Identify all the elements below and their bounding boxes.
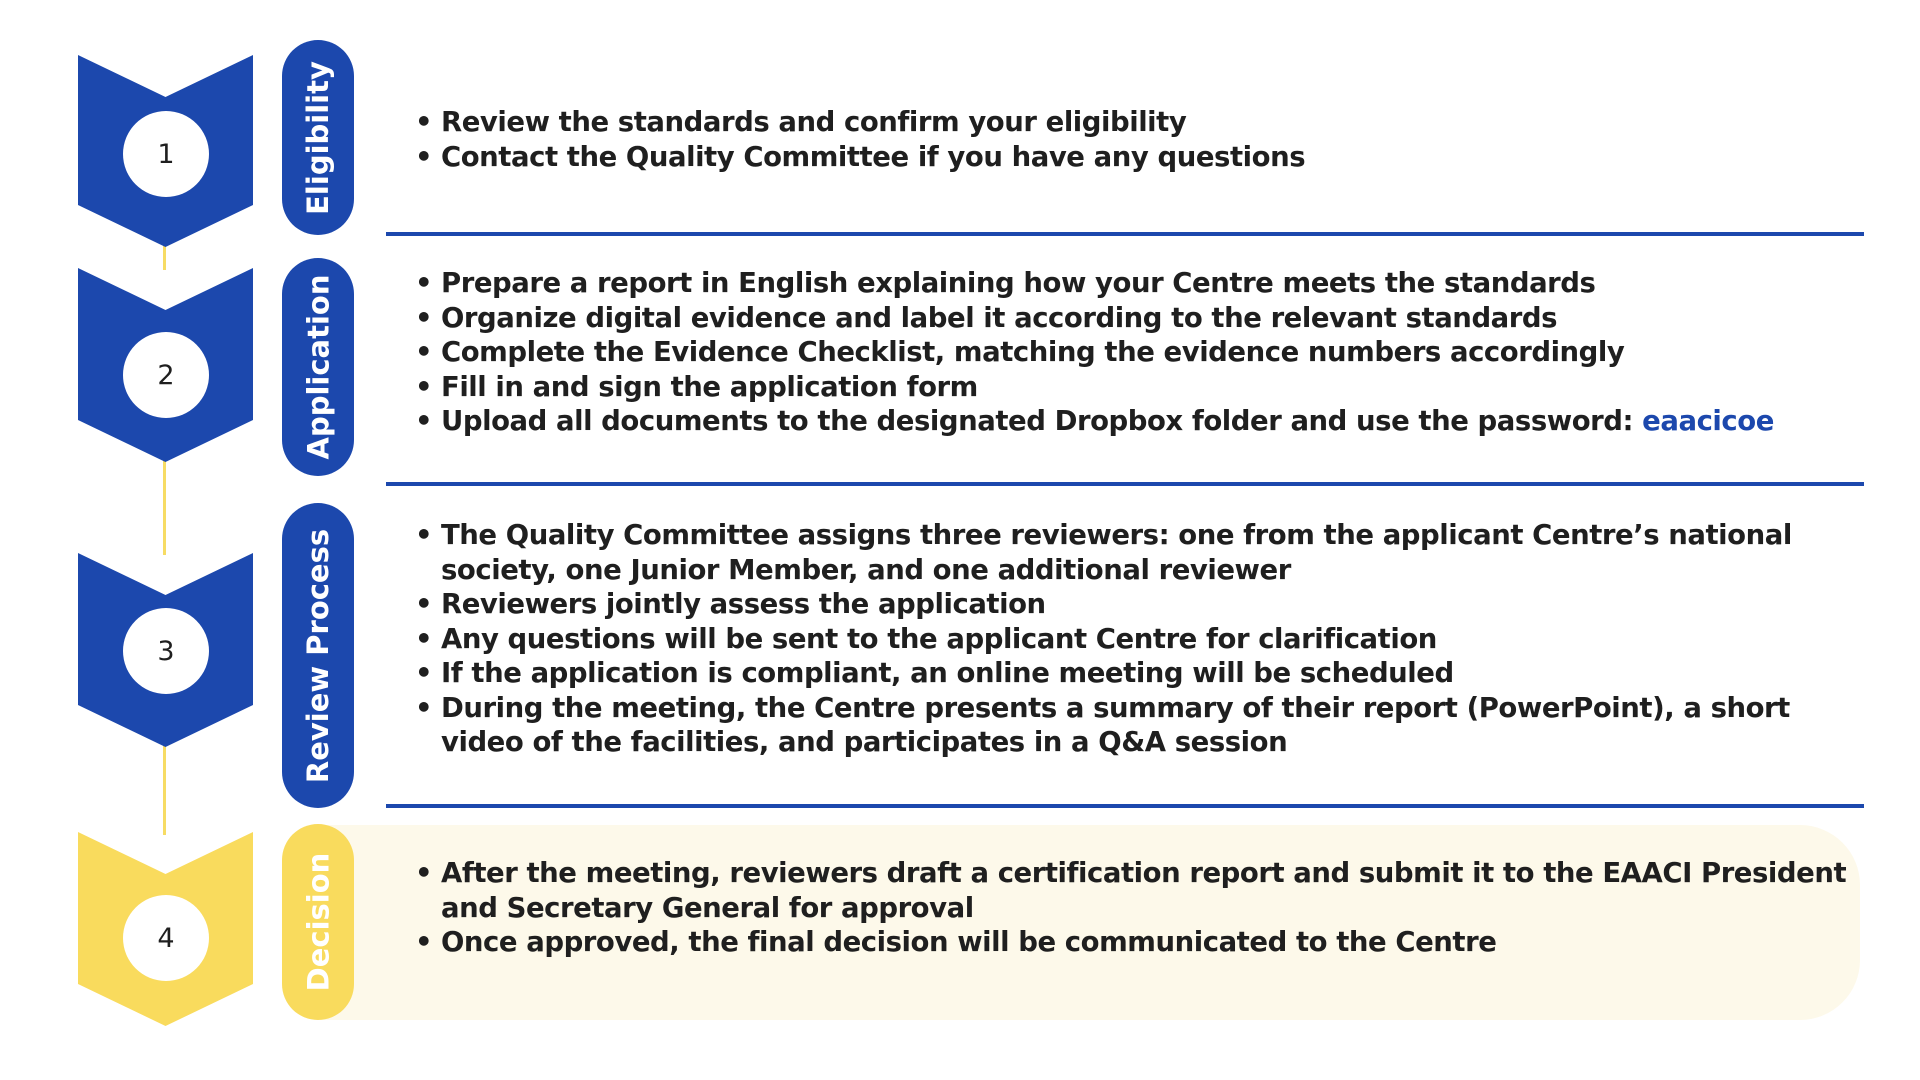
step-4-bullet-list <box>415 856 1865 960</box>
list-item: • The Quality Committee assigns three reviewers: one from the applicant Centre’s national society, one Junior Member, and one additional reviewer <box>415 518 1865 587</box>
step-3-bullet-list <box>415 518 1865 760</box>
step-4-number: 4 <box>123 895 209 981</box>
step-1-content <box>415 105 1865 174</box>
step-3-content <box>415 518 1865 760</box>
step-3-title-pill <box>282 503 354 808</box>
step-2-title: Application <box>301 274 336 460</box>
list-item: • Complete the Evidence Checklist, matching the evidence numbers accordingly <box>415 335 1865 370</box>
step-1-title-pill <box>282 40 354 235</box>
divider-2 <box>386 482 1864 486</box>
step-3-number: 3 <box>123 608 209 694</box>
step-2-content <box>415 266 1865 439</box>
list-item: • Contact the Quality Committee if you have any questions <box>415 140 1865 175</box>
step-4-title-pill <box>282 824 354 1020</box>
connector-line-1-2 <box>163 245 166 270</box>
list-item: • During the meeting, the Centre presents a summary of their report (PowerPoint), a short video of the facilities, and participates in a Q&A session <box>415 691 1865 760</box>
divider-3 <box>386 804 1864 808</box>
step-4-content <box>415 856 1865 960</box>
list-item: • Fill in and sign the application form <box>415 370 1865 405</box>
list-item <box>415 404 1865 439</box>
list-item: • Organize digital evidence and label it according to the relevant standards <box>415 301 1865 336</box>
password-value: eaacicoe <box>1642 405 1774 437</box>
list-item: • If the application is compliant, an online meeting will be scheduled <box>415 656 1865 691</box>
divider-1 <box>386 232 1864 236</box>
list-item: • Any questions will be sent to the applicant Centre for clarification <box>415 622 1865 657</box>
connector-line-3-4 <box>163 745 166 835</box>
list-item: • Review the standards and confirm your eligibility <box>415 105 1865 140</box>
step-2-number: 2 <box>123 332 209 418</box>
step-1-title: Eligibility <box>301 60 335 215</box>
list-item: • Once approved, the final decision will be communicated to the Centre <box>415 925 1865 960</box>
list-item: • After the meeting, reviewers draft a certification report and submit it to the EAACI President and Secretary General for approval <box>415 856 1865 925</box>
step-1-bullet-list <box>415 105 1865 174</box>
step-2-bullet-list <box>415 266 1865 439</box>
connector-line-2-3 <box>163 460 166 555</box>
step-3-title: Review Process <box>301 528 336 783</box>
step-4-title: Decision <box>301 852 335 992</box>
upload-instruction-text: Upload all documents to the designated Dropbox folder and use the password: <box>441 405 1634 437</box>
list-item: • Prepare a report in English explaining how your Centre meets the standards <box>415 266 1865 301</box>
step-1-number: 1 <box>123 111 209 197</box>
step-2-title-pill <box>282 258 354 476</box>
list-item: • Reviewers jointly assess the application <box>415 587 1865 622</box>
